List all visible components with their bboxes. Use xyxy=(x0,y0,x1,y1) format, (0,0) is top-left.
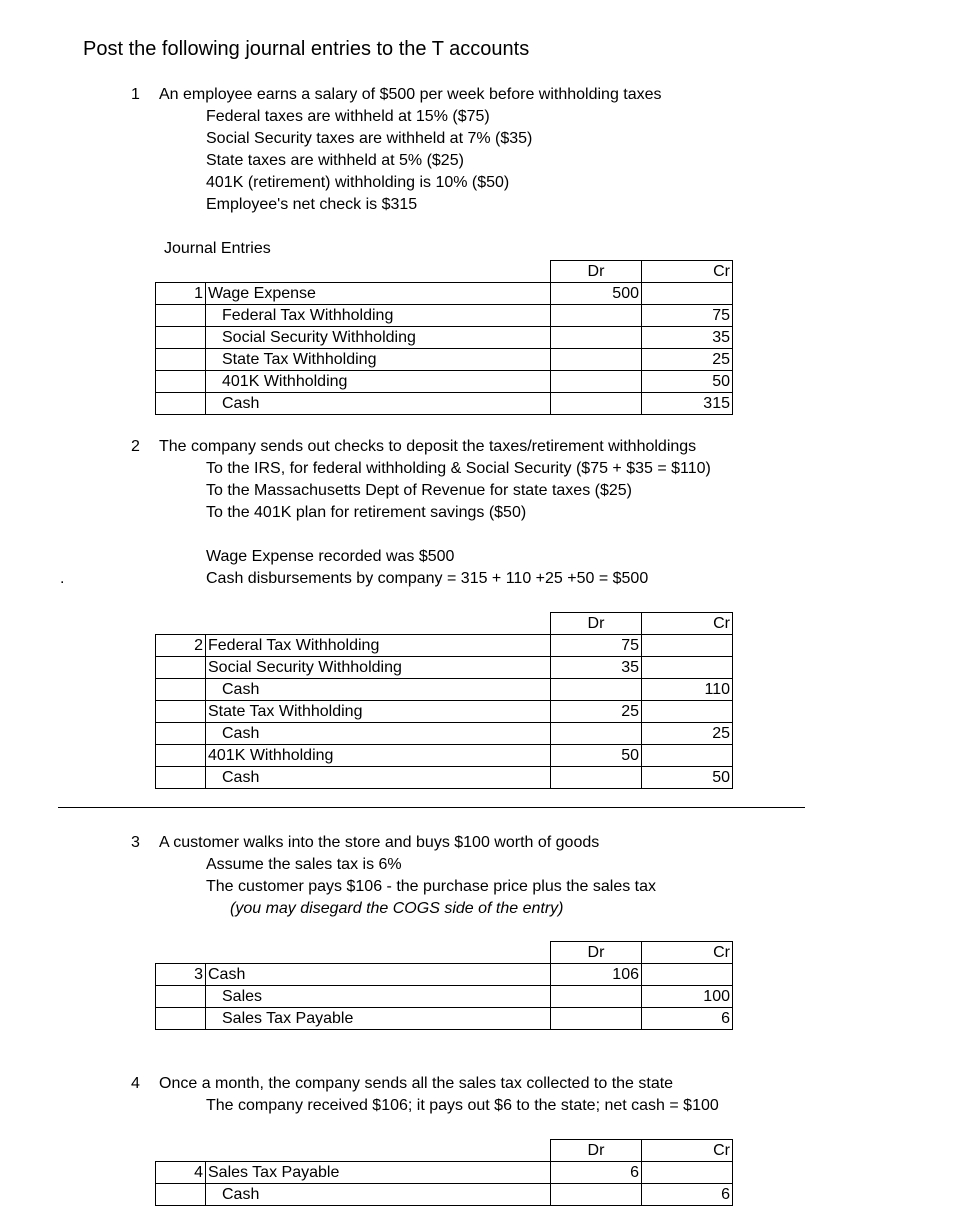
entry-4-number: 4 xyxy=(131,1075,140,1092)
table-row: Cash 50 xyxy=(156,767,733,789)
cr-header: Cr xyxy=(642,261,733,283)
section-divider xyxy=(58,807,805,808)
entry-3-line: Assume the sales tax is 6% xyxy=(206,856,402,873)
table-row: Cash 6 xyxy=(156,1184,733,1206)
entry-2-line: To the Massachusetts Dept of Revenue for state taxes ($25) xyxy=(206,482,632,499)
entry-3-line: The customer pays $106 - the purchase price plus the sales tax xyxy=(206,878,657,895)
journal-table-2 xyxy=(155,612,733,789)
entry-3-italic-note: (you may disegard the COGS side of the entry) xyxy=(230,900,564,917)
entry-4-headline: Once a month, the company sends all the sales tax collected to the state xyxy=(159,1075,674,1092)
page-title: Post the following journal entries to the T accounts xyxy=(83,38,530,60)
entry-3-headline: A customer walks into the store and buys $100 worth of goods xyxy=(159,834,600,851)
table-row: Sales 100 xyxy=(156,986,733,1008)
entry-1-line: State taxes are withheld at 5% ($25) xyxy=(206,152,464,169)
cr-header: Cr xyxy=(642,1140,733,1162)
table-row: 2 Federal Tax Withholding 75 xyxy=(156,635,733,657)
table-row: 401K Withholding 50 xyxy=(156,745,733,767)
stray-dot: . xyxy=(60,570,65,587)
journal-table-4 xyxy=(155,1139,733,1206)
table-row: State Tax Withholding 25 xyxy=(156,349,733,371)
journal-table-3 xyxy=(155,941,733,1030)
table-row: State Tax Withholding 25 xyxy=(156,701,733,723)
table-row: Sales Tax Payable 6 xyxy=(156,1008,733,1030)
journal-table-1 xyxy=(155,260,733,415)
entry-1-line: Social Security taxes are withheld at 7% ($35) xyxy=(206,130,533,147)
table-row: Cash 25 xyxy=(156,723,733,745)
cr-header: Cr xyxy=(642,942,733,964)
table-row: 3 Cash 106 xyxy=(156,964,733,986)
dr-header: Dr xyxy=(551,1140,642,1162)
table-row: 4 Sales Tax Payable 6 xyxy=(156,1162,733,1184)
entry-2-note: Wage Expense recorded was $500 xyxy=(206,548,455,565)
table-row: Social Security Withholding 35 xyxy=(156,657,733,679)
entry-2-line: To the 401K plan for retirement savings ($50) xyxy=(206,504,527,521)
entry-2-number: 2 xyxy=(131,438,140,455)
entry-2-line: To the IRS, for federal withholding & Social Security ($75 + $35 = $110) xyxy=(206,460,711,477)
entry-2-headline: The company sends out checks to deposit the taxes/retirement withholdings xyxy=(159,438,697,455)
dr-header: Dr xyxy=(551,613,642,635)
table-row: 401K Withholding 50 xyxy=(156,371,733,393)
entry-1-line: Federal taxes are withheld at 15% ($75) xyxy=(206,108,490,125)
journal-entries-label: Journal Entries xyxy=(164,240,271,257)
table-row: Federal Tax Withholding 75 xyxy=(156,305,733,327)
table-row: 1 Wage Expense 500 xyxy=(156,283,733,305)
table-row: Cash 110 xyxy=(156,679,733,701)
entry-3-number: 3 xyxy=(131,834,140,851)
entry-1-line: Employee's net check is $315 xyxy=(206,196,418,213)
table-row: Cash 315 xyxy=(156,393,733,415)
entry-1-headline: An employee earns a salary of $500 per week before withholding taxes xyxy=(159,86,662,103)
entry-1-line: 401K (retirement) withholding is 10% ($50) xyxy=(206,174,510,191)
entry-2-note: Cash disbursements by company = 315 + 110 +25 +50 = $500 xyxy=(206,570,649,587)
cr-header: Cr xyxy=(642,613,733,635)
dr-header: Dr xyxy=(551,261,642,283)
entry-1-number: 1 xyxy=(131,86,140,103)
dr-header: Dr xyxy=(551,942,642,964)
table-row: Social Security Withholding 35 xyxy=(156,327,733,349)
entry-4-line: The company received $106; it pays out $6 to the state; net cash = $100 xyxy=(206,1097,719,1114)
